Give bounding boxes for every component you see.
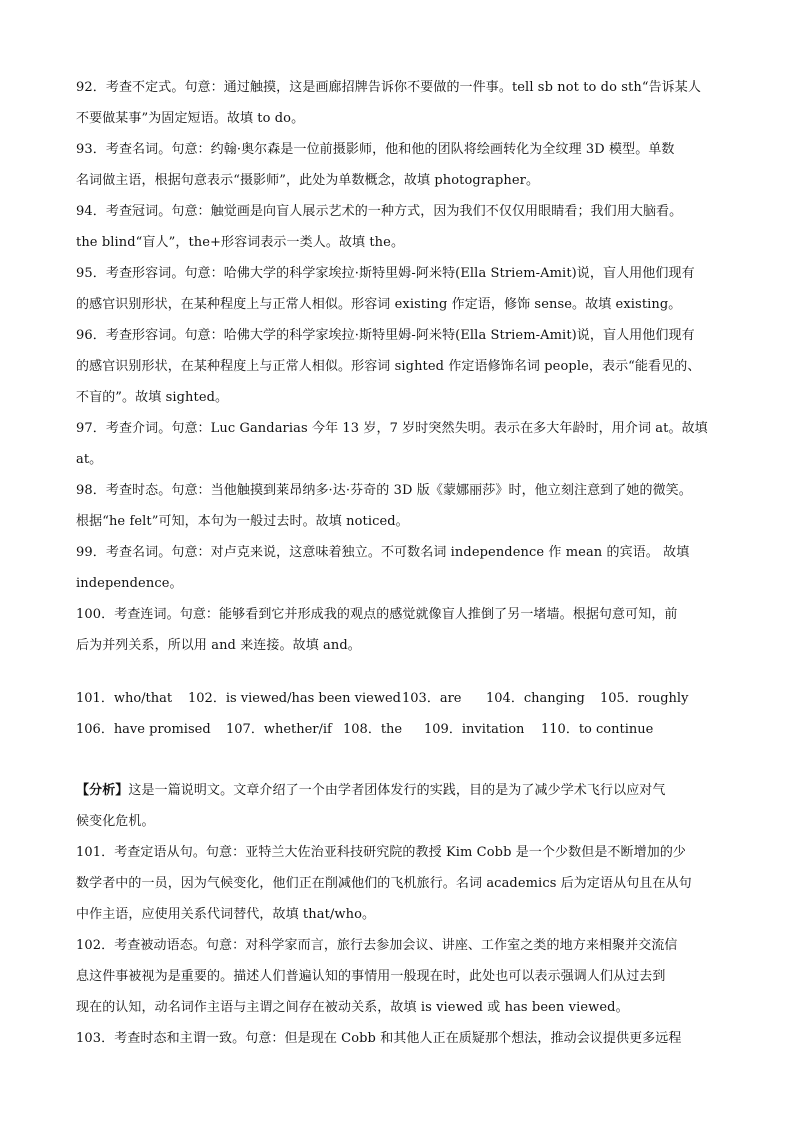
answer-item: 108．the	[343, 722, 403, 737]
text-line: 100．考查连词。句意：能够看到它并形成我的观点的感觉就像盲人推倒了另一堵墙。根据句意可知，前	[76, 607, 678, 622]
answer-item: 107．whether/if	[226, 722, 332, 737]
answer-item: 106．have promised	[76, 722, 211, 737]
text-line: 根据“he felt”可知，本句为一般过去时。故填 noticed。	[76, 514, 409, 529]
text-line: 数学者中的一员，因为气候变化，他们正在削减他们的飞机旅行。名词 academics 后为定语从句且在从句	[76, 876, 692, 891]
answer-item: 110．to continue	[541, 722, 654, 737]
answer-item: 102．is viewed/has been viewed	[188, 691, 401, 706]
text-line: 102．考查被动语态。句意：对科学家而言，旅行去参加会议、讲座、工作室之类的地方来相聚并交流信	[76, 938, 678, 953]
text-line: 103．考查时态和主谓一致。句意：但是现在 Cobb 和其他人正在质疑那个想法，推动会议提供更多远程	[76, 1031, 682, 1046]
text-line: 92．考查不定式。句意：通过触摸，这是画廊招牌告诉你不要做的一件事。tell sb not to do sth“告诉某人	[76, 80, 701, 95]
text-line: 96．考查形容词。句意：哈佛大学的科学家埃拉·斯特里姆-阿米特(Ella Striem-Amit)说，盲人用他们现有	[76, 328, 695, 343]
answer-item: 103．are	[402, 691, 462, 706]
text-line: independence。	[76, 576, 183, 591]
text-line: 后为并列关系，所以用 and 来连接。故填 and。	[76, 638, 361, 653]
answer-item: 109．invitation	[424, 722, 525, 737]
text-line: 不要做某事”为固定短语。故填 to do。	[76, 111, 305, 126]
text-line: 99．考查名词。句意：对卢克来说，这意味着独立。不可数名词 independence 作 mean 的宾语。 故填	[76, 545, 690, 560]
text-line: 94．考查冠词。句意：触觉画是向盲人展示艺术的一种方式，因为我们不仅仅用眼睛看；我们用大脑看。	[76, 204, 683, 219]
text-line: 97．考查介词。句意：Luc Gandarias 今年 13 岁，7 岁时突然失明。表示在多大年龄时，用介词 at。故填	[76, 421, 708, 436]
text-line: the blind“盲人”，the+形容词表示一类人。故填 the。	[76, 235, 405, 250]
analysis-line	[76, 782, 666, 800]
text-line: 中作主语，应使用关系代词替代，故填 that/who。	[76, 907, 376, 922]
analysis-text: 这是一篇说明文。文章介绍了一个由学者团体发行的实践，目的是为了减少学术飞行以应对气	[128, 783, 666, 798]
text-line: 的感官识别形状，在某种程度上与正常人相似。形容词 sighted 作定语修饰名词 people，表示“能看见的、	[76, 359, 701, 374]
text-line: 不盲的”。故填 sighted。	[76, 390, 229, 405]
text-line: 93．考查名词。句意：约翰·奥尔森是一位前摄影师，他和他的团队将绘画转化为全纹理 3D 模型。单数	[76, 142, 675, 157]
text-line: 候变化危机。	[76, 814, 155, 829]
text-line: 现在的认知，动名词作主语与主谓之间存在被动关系，故填 is viewed 或 has been viewed。	[76, 1000, 629, 1015]
text-line: 98．考查时态。句意：当他触摸到莱昂纳多·达·芬奇的 3D 版《蒙娜丽莎》时，他立刻注意到了她的微笑。	[76, 483, 692, 498]
answer-item: 104．changing	[486, 691, 585, 706]
answer-key-row	[76, 721, 736, 739]
analysis-label: 【分析】	[76, 783, 129, 798]
answer-item: 105．roughly	[600, 691, 689, 706]
text-line: 名词做主语，根据句意表示“摄影师”，此处为单数概念，故填 photographer。	[76, 173, 540, 188]
text-line: at。	[76, 452, 103, 467]
text-line: 101．考查定语从句。句意：亚特兰大佐治亚科技研究院的教授 Kim Cobb 是一个少数但是不断增加的少	[76, 845, 687, 860]
text-line: 95．考查形容词。句意：哈佛大学的科学家埃拉·斯特里姆-阿米特(Ella Striem-Amit)说，盲人用他们现有	[76, 266, 695, 281]
text-line: 的感官识别形状，在某种程度上与正常人相似。形容词 existing 作定语，修饰 sense。故填 existing。	[76, 297, 682, 312]
answer-item: 101．who/that	[76, 691, 173, 706]
text-line: 息这件事被视为是重要的。描述人们普遍认知的事情用一般现在时，此处也可以表示强调人们从过去到	[76, 969, 666, 984]
answer-key-row	[76, 690, 736, 708]
